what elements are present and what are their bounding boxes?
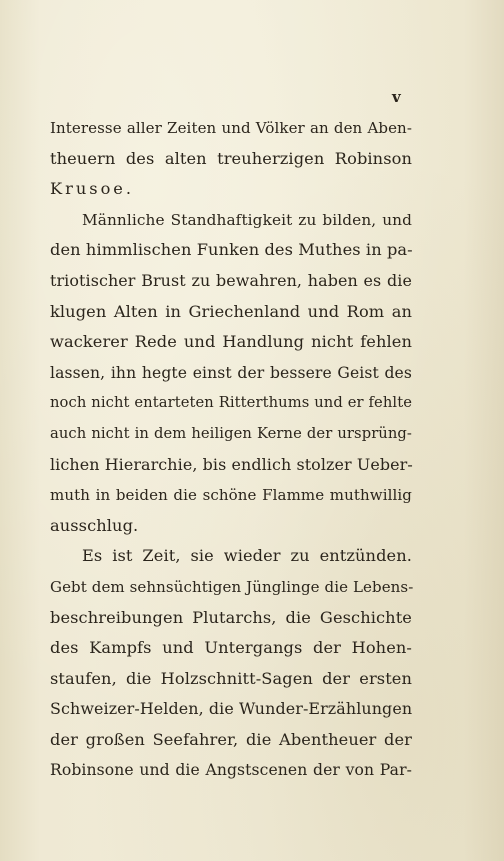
text-line: ausschlug. [50, 515, 139, 535]
text-line: lichen Hierarchie, bis endlich stolzer Ueber- [50, 454, 413, 474]
text-line: Interesse aller Zeiten und Völker an den Aben- [50, 119, 412, 137]
text-line: auch nicht in dem heiligen Kerne der ursprüng- [50, 424, 412, 442]
text-line: den himmlischen Funken des Muthes in pa- [50, 240, 413, 260]
text-line: Krusoe. [50, 179, 135, 199]
body-text [50, 113, 412, 786]
text-line: lassen, ihn hegte einst der bessere Geist des [50, 363, 412, 382]
text-line: noch nicht entarteten Ritterthums und er fehlte [50, 394, 412, 412]
text-line: Robinsone und die Angstscenen der von Par- [50, 761, 412, 780]
text-line: staufen, die Holzschnitt-Sagen der ersten [50, 668, 412, 688]
text-line: Männliche Standhaftigkeit zu bilden, und [82, 210, 412, 229]
text-line: Schweizer-Helden, die Wunder-Erzählungen [50, 699, 413, 719]
page-number: v [392, 88, 401, 106]
text-line: Gebt dem sehnsüchtigen Jünglinge die Lebens- [50, 577, 414, 596]
text-line: theuern des alten treuherzigen Robinson [50, 148, 412, 168]
text-line: der großen Seefahrer, die Abentheuer der [50, 729, 412, 749]
text-line: klugen Alten in Griechenland und Rom an [50, 301, 412, 321]
text-line: des Kampfs und Untergangs der Hohen- [50, 638, 412, 658]
text-line: muth in beiden die schöne Flamme muthwillig [50, 486, 412, 505]
text-line: wackerer Rede und Handlung nicht fehlen [50, 332, 412, 352]
text-line: beschreibungen Plutarchs, die Geschichte [50, 607, 412, 627]
text-line: Es ist Zeit, sie wieder zu entzünden. [82, 546, 412, 566]
text-line: triotischer Brust zu bewahren, haben es die [50, 270, 412, 290]
